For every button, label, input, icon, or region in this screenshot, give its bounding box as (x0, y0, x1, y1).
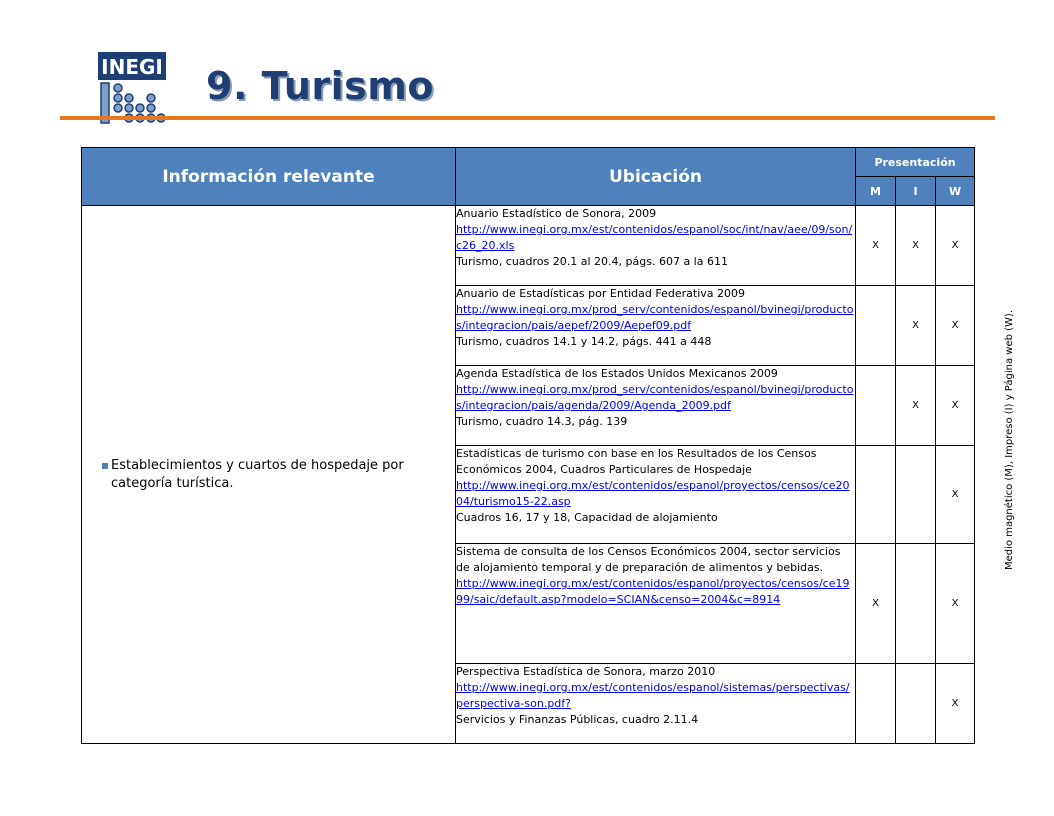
source-link[interactable]: http://www.inegi.org.mx/est/contenidos/espanol/sistemas/perspectivas/perspectiva-son.pdf? (456, 681, 850, 710)
mark-i: X (896, 206, 936, 286)
mark-w: X (936, 544, 975, 664)
mark-m (856, 366, 896, 446)
info-item (82, 457, 455, 493)
source-detail: Servicios y Finanzas Públicas, cuadro 2.11.4 (456, 713, 699, 726)
source-detail: Turismo, cuadros 20.1 al 20.4, págs. 607 a la 611 (456, 255, 728, 268)
source-title: Perspectiva Estadística de Sonora, marzo 2010 (456, 665, 716, 678)
info-cell (82, 206, 456, 744)
mark-w: X (936, 664, 975, 744)
page-title: 9. Turismo (206, 64, 434, 108)
source-detail: Turismo, cuadros 14.1 y 14.2, págs. 441 a 448 (456, 335, 712, 348)
source-title: Anuario Estadístico de Sonora, 2009 (456, 207, 657, 220)
source-detail: Cuadros 16, 17 y 18, Capacidad de alojamiento (456, 511, 718, 524)
mark-i: X (896, 286, 936, 366)
source-title: Anuario de Estadísticas por Entidad Federativa 2009 (456, 287, 745, 300)
mark-i (896, 446, 936, 544)
table-row (82, 206, 975, 286)
mark-i (896, 664, 936, 744)
mark-i: X (896, 366, 936, 446)
ubicacion-cell (456, 544, 856, 664)
header-info: Información relevante (82, 148, 456, 206)
ubicacion-cell (456, 664, 856, 744)
ubicacion-cell (456, 366, 856, 446)
source-link[interactable]: http://www.inegi.org.mx/prod_serv/contenidos/espanol/bvinegi/productos/integracion/pais/agenda/2009/Agenda_2009.pdf (456, 383, 854, 412)
title-rule (60, 116, 995, 120)
logo-text: INEGI (101, 55, 163, 79)
ubicacion-cell (456, 446, 856, 544)
source-link[interactable]: http://www.inegi.org.mx/est/contenidos/espanol/proyectos/censos/ce2004/turismo15-22.asp (456, 479, 850, 508)
bullet-icon (102, 463, 108, 469)
mark-i (896, 544, 936, 664)
header-ubicacion: Ubicación (456, 148, 856, 206)
mark-w: X (936, 366, 975, 446)
mark-m: X (856, 206, 896, 286)
header-presentacion: Presentación (856, 148, 975, 177)
source-title: Agenda Estadística de los Estados Unidos Mexicanos 2009 (456, 367, 778, 380)
info-item-text: Establecimientos y cuartos de hospedaje por categoría turística. (111, 457, 404, 491)
side-note: Medio magnético (M), Impreso (I) y Página web (W). (1004, 309, 1015, 570)
mark-w: X (936, 446, 975, 544)
ubicacion-cell (456, 286, 856, 366)
ubicacion-cell (456, 206, 856, 286)
source-title: Estadísticas de turismo con base en los Resultados de los Censos Económicos 2004, Cuadros Particulares de Hospedaje (456, 447, 817, 476)
mark-m (856, 446, 896, 544)
source-detail: Turismo, cuadro 14.3, pág. 139 (456, 415, 628, 428)
header-m: M (856, 177, 896, 206)
header-w: W (936, 177, 975, 206)
info-table (81, 147, 975, 744)
mark-w: X (936, 206, 975, 286)
source-link[interactable]: http://www.inegi.org.mx/est/contenidos/espanol/soc/int/nav/aee/09/son/c26_20.xls (456, 223, 853, 252)
mark-m (856, 286, 896, 366)
inegi-logo (96, 50, 168, 126)
source-link[interactable]: http://www.inegi.org.mx/est/contenidos/espanol/proyectos/censos/ce1999/saic/default.asp?modelo=SCIAN&censo=2004&c=8914 (456, 577, 850, 606)
source-title: Sistema de consulta de los Censos Económicos 2004, sector servicios de alojamiento temporal y de preparación de alimentos y bebidas. (456, 545, 841, 574)
mark-w: X (936, 286, 975, 366)
mark-m: X (856, 544, 896, 664)
header-i: I (896, 177, 936, 206)
mark-m (856, 664, 896, 744)
source-link[interactable]: http://www.inegi.org.mx/prod_serv/contenidos/espanol/bvinegi/productos/integracion/pais/aepef/2009/Aepef09.pdf (456, 303, 854, 332)
